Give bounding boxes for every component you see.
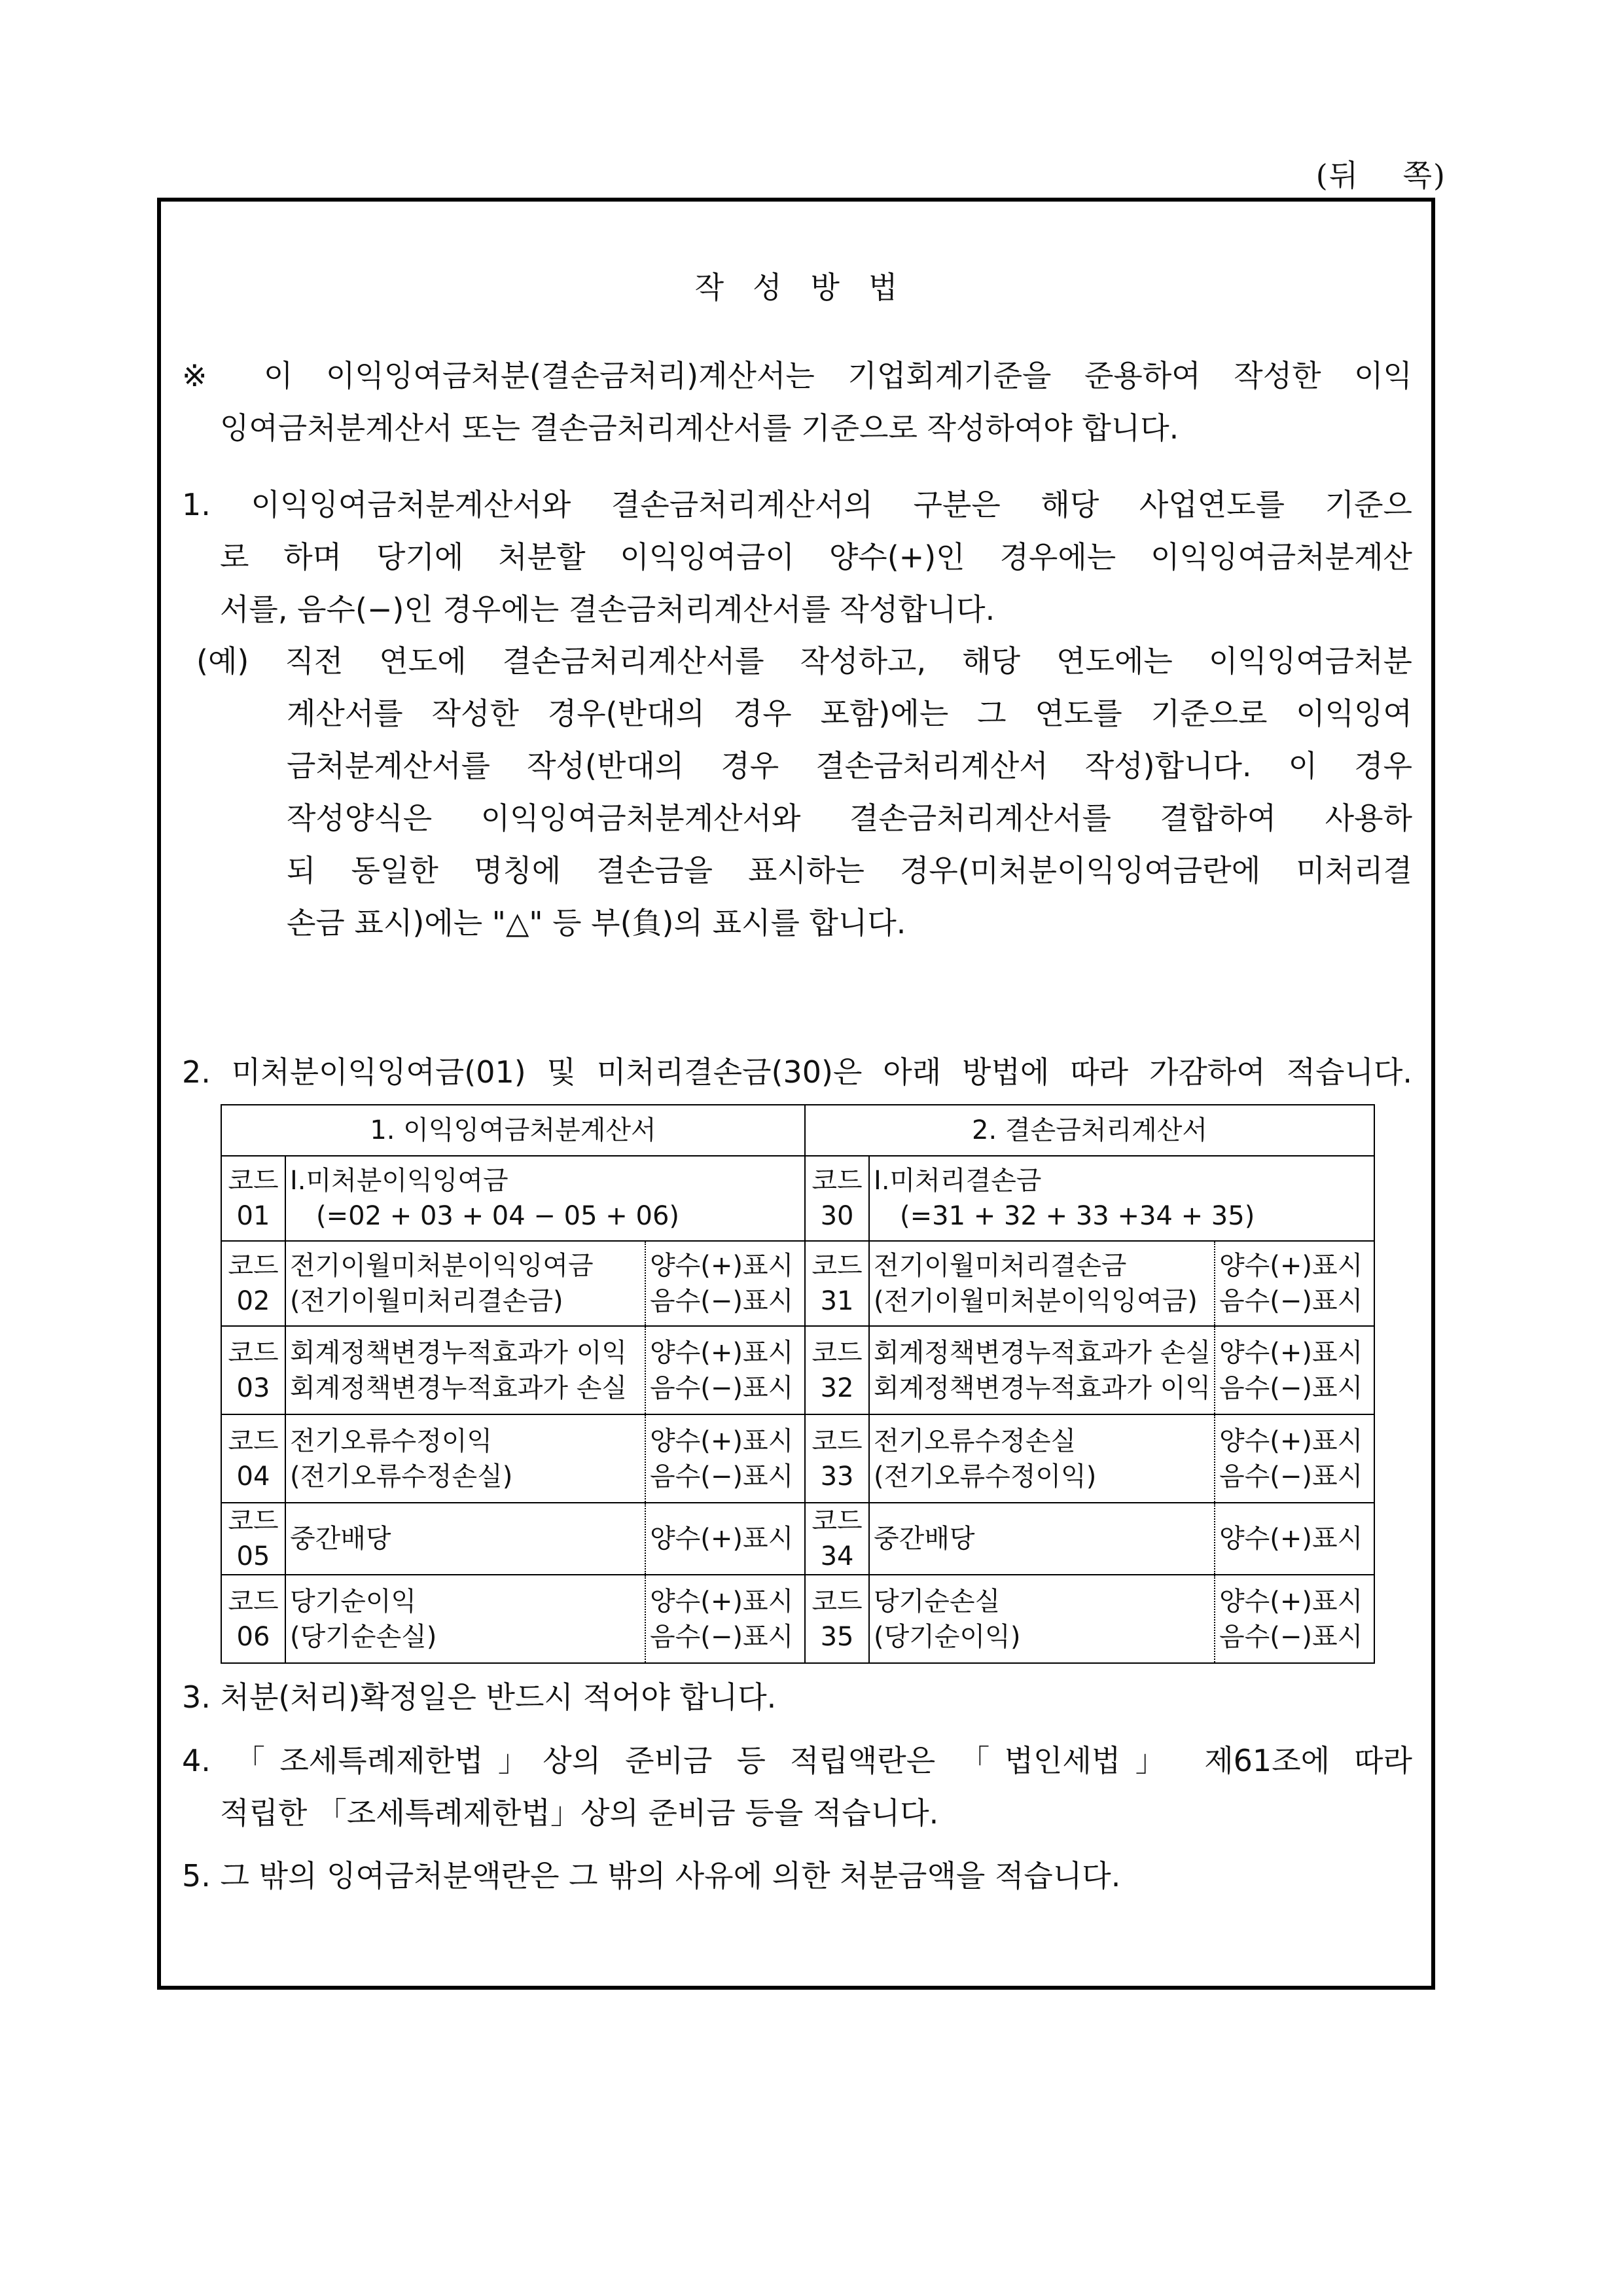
cell-text: 회계정책변경누적효과가 이익 <box>290 1337 628 1368</box>
cell-text: 34 <box>820 1541 854 1571</box>
cell-text: 코드 <box>812 1506 863 1536</box>
cell-text: 양수(+)표시 <box>1219 1337 1363 1368</box>
item-cell <box>285 1156 805 1241</box>
sign-cell <box>645 1241 805 1326</box>
item1-line: 1. 이익잉여금처분계산서와 결손금처리계산서의 구분은 해당 사업연도를 기준으 <box>182 487 1412 522</box>
cell-text: 코드 <box>812 1166 863 1196</box>
cell-text: 전기오류수정이익 <box>290 1426 493 1456</box>
item-cell <box>869 1503 1215 1575</box>
header-deficit-statement: 2. 결손금처리계산서 <box>805 1105 1374 1156</box>
cell-text: 코드 <box>812 1426 863 1456</box>
cell-text: 양수(+)표시 <box>650 1337 794 1368</box>
example-line: 작성양식은 이익잉여금처분계산서와 결손금처리계산서를 결합하여 사용하 <box>287 800 1412 836</box>
cell-text: 양수(+)표시 <box>650 1524 794 1554</box>
note-line: ※ 이 이익잉여금처분(결손금처리)계산서는 기업회계기준을 준용하여 작성한 이익 <box>182 358 1412 393</box>
cell-text: 음수(−)표시 <box>650 1372 794 1403</box>
cell-text: 양수(+)표시 <box>650 1586 794 1617</box>
code-cell <box>221 1326 285 1414</box>
sign-cell <box>645 1575 805 1663</box>
item2-line: 2. 미처분이익잉여금(01) 및 미처리결손금(30)은 아래 방법에 따라 가감하여 적습니다. <box>182 1054 1412 1090</box>
item5-line: 5. 그 밖의 잉여금처분액란은 그 밖의 사유에 의한 처분금액을 적습니다. <box>182 1858 1121 1893</box>
cell-text: 양수(+)표시 <box>1219 1586 1363 1617</box>
sign-cell <box>645 1414 805 1503</box>
cell-text: (=31 + 32 + 33 +34 + 35) <box>900 1201 1255 1231</box>
example-line: (예) 직전 연도에 결손금처리계산서를 작성하고, 해당 연도에는 이익잉여금처분 <box>196 643 1412 679</box>
cell-text: 양수(+)표시 <box>1219 1251 1363 1281</box>
example-line: 손금 표시)에는 "△" 등 부(負)의 표시를 합니다. <box>287 905 906 941</box>
cell-text: (당기순손실) <box>290 1621 437 1652</box>
note-line: 잉여금처분계산서 또는 결손금처리계산서를 기준으로 작성하여야 합니다. <box>220 410 1179 446</box>
cell-text: (당기순이익) <box>874 1621 1021 1652</box>
cell-text: 전기이월미처분이익잉여금 <box>290 1251 594 1281</box>
cell-text: 양수(+)표시 <box>1219 1426 1363 1456</box>
adjustment-table <box>221 1104 1375 1664</box>
cell-text: 30 <box>820 1201 854 1231</box>
cell-text: 회계정책변경누적효과가 이익 <box>874 1372 1211 1403</box>
cell-text: 음수(−)표시 <box>650 1286 794 1316</box>
title-char: 법 <box>868 270 898 305</box>
cell-text: 음수(−)표시 <box>1219 1621 1363 1652</box>
cell-text: 코드 <box>812 1586 863 1617</box>
cell-text: (전기이월미처리결손금) <box>290 1286 563 1316</box>
code-cell <box>221 1241 285 1326</box>
code-cell <box>221 1414 285 1503</box>
cell-text: (=02 + 03 + 04 − 05 + 06) <box>316 1201 679 1231</box>
cell-text: 코드 <box>228 1337 279 1368</box>
item1-line: 로 하며 당기에 처분할 이익잉여금이 양수(+)인 경우에는 이익잉여금처분계산 <box>220 539 1412 575</box>
title-char: 작 <box>694 270 724 305</box>
cell-text: 전기이월미처리결손금 <box>874 1251 1127 1281</box>
cell-text: 음수(−)표시 <box>1219 1286 1363 1316</box>
cell-text: 코드 <box>228 1251 279 1281</box>
cell-text: 코드 <box>228 1426 279 1456</box>
cell-text: 코드 <box>228 1166 279 1196</box>
cell-text: 04 <box>236 1461 270 1492</box>
cell-text: (전기이월미처분이익잉여금) <box>874 1286 1198 1316</box>
general-note <box>182 350 1412 454</box>
cell-text: (전기오류수정손실) <box>290 1461 513 1492</box>
item-cell <box>869 1575 1215 1663</box>
cell-text: 05 <box>236 1541 270 1571</box>
instruction-item-2 <box>182 1046 1412 1098</box>
title-char: 성 <box>753 270 782 305</box>
cell-text: 회계정책변경누적효과가 손실 <box>874 1337 1211 1368</box>
cell-text: 음수(−)표시 <box>1219 1372 1363 1403</box>
cell-text: 02 <box>236 1286 270 1316</box>
section-title <box>161 264 1431 307</box>
code-cell <box>805 1414 869 1503</box>
sign-cell <box>1215 1503 1374 1575</box>
item4-line: 적립한 「조세특례제한법」상의 준비금 등을 적습니다. <box>220 1795 939 1831</box>
cell-text: 양수(+)표시 <box>1219 1524 1363 1554</box>
item-cell <box>285 1575 645 1663</box>
table-row <box>221 1241 1374 1326</box>
sign-cell <box>1215 1241 1374 1326</box>
item3-line: 3. 처분(처리)확정일은 반드시 적어야 합니다. <box>182 1679 777 1715</box>
cell-text: 양수(+)표시 <box>650 1426 794 1456</box>
cell-text: 회계정책변경누적효과가 손실 <box>290 1372 628 1403</box>
table-row <box>221 1575 1374 1663</box>
sign-cell <box>1215 1326 1374 1414</box>
header-disposition-statement: 1. 이익잉여금처분계산서 <box>221 1105 805 1156</box>
cell-text: 32 <box>820 1372 854 1403</box>
table-header-row <box>221 1105 1374 1156</box>
example-line: 되 동일한 명칭에 결손금을 표시하는 경우(미처분이익잉여금란에 미처리결 <box>287 853 1412 888</box>
item-cell <box>285 1414 645 1503</box>
cell-text: 당기순이익 <box>290 1586 417 1617</box>
sign-cell <box>645 1503 805 1575</box>
code-cell <box>221 1156 285 1241</box>
item-cell <box>869 1326 1215 1414</box>
cell-text: 중간배당 <box>290 1524 391 1554</box>
cell-text: Ⅰ.미처리결손금 <box>874 1166 1042 1196</box>
table-row <box>221 1414 1374 1503</box>
table-row <box>221 1503 1374 1575</box>
item-cell <box>869 1241 1215 1326</box>
item-cell <box>869 1156 1374 1241</box>
code-cell <box>805 1326 869 1414</box>
table-row <box>221 1326 1374 1414</box>
instructions-frame <box>157 198 1435 1990</box>
cell-text: 코드 <box>812 1251 863 1281</box>
instruction-item-5 <box>182 1850 1412 1902</box>
code-cell <box>805 1503 869 1575</box>
title-char: 방 <box>810 270 840 305</box>
code-cell <box>805 1241 869 1326</box>
example-block <box>182 635 1412 949</box>
cell-text: 음수(−)표시 <box>650 1461 794 1492</box>
cell-text: 코드 <box>228 1506 279 1536</box>
item4-line: 4. 「조세특례제한법」상의 준비금 등 적립액란은 「법인세법」 제61조에 따라 <box>182 1743 1412 1778</box>
sign-cell <box>1215 1575 1374 1663</box>
cell-text: Ⅰ.미처분이익잉여금 <box>290 1166 508 1196</box>
sign-cell <box>645 1326 805 1414</box>
instruction-item-1 <box>182 478 1412 636</box>
cell-text: 전기오류수정손실 <box>874 1426 1077 1456</box>
example-line: 계산서를 작성한 경우(반대의 경우 포함)에는 그 연도를 기준으로 이익잉여 <box>287 696 1412 731</box>
cell-text: 중간배당 <box>874 1524 975 1554</box>
cell-text: 33 <box>820 1461 854 1492</box>
cell-text: 01 <box>236 1201 270 1231</box>
example-line: 금처분계산서를 작성(반대의 경우 결손금처리계산서 작성)합니다. 이 경우 <box>287 748 1412 783</box>
item-cell <box>285 1326 645 1414</box>
cell-text: 음수(−)표시 <box>650 1621 794 1652</box>
cell-text: 03 <box>236 1372 270 1403</box>
sign-cell <box>1215 1414 1374 1503</box>
cell-text: 양수(+)표시 <box>650 1251 794 1281</box>
code-cell <box>221 1503 285 1575</box>
code-cell <box>221 1575 285 1663</box>
cell-text: 당기순손실 <box>874 1586 1001 1617</box>
item-cell <box>285 1503 645 1575</box>
code-cell <box>805 1156 869 1241</box>
cell-text: 코드 <box>228 1586 279 1617</box>
instruction-item-4 <box>182 1734 1412 1839</box>
instruction-item-3 <box>182 1671 1412 1723</box>
page-side-label: (뒤 쪽) <box>1315 158 1446 193</box>
cell-text: (전기오류수정이익) <box>874 1461 1097 1492</box>
cell-text: 31 <box>820 1286 854 1316</box>
cell-text: 코드 <box>812 1337 863 1368</box>
table-row <box>221 1156 1374 1241</box>
code-cell <box>805 1575 869 1663</box>
item-cell <box>869 1414 1215 1503</box>
item1-line: 서를, 음수(−)인 경우에는 결손금처리계산서를 작성합니다. <box>220 592 995 627</box>
cell-text: 음수(−)표시 <box>1219 1461 1363 1492</box>
cell-text: 35 <box>820 1621 854 1652</box>
cell-text: 06 <box>236 1621 270 1652</box>
item-cell <box>285 1241 645 1326</box>
